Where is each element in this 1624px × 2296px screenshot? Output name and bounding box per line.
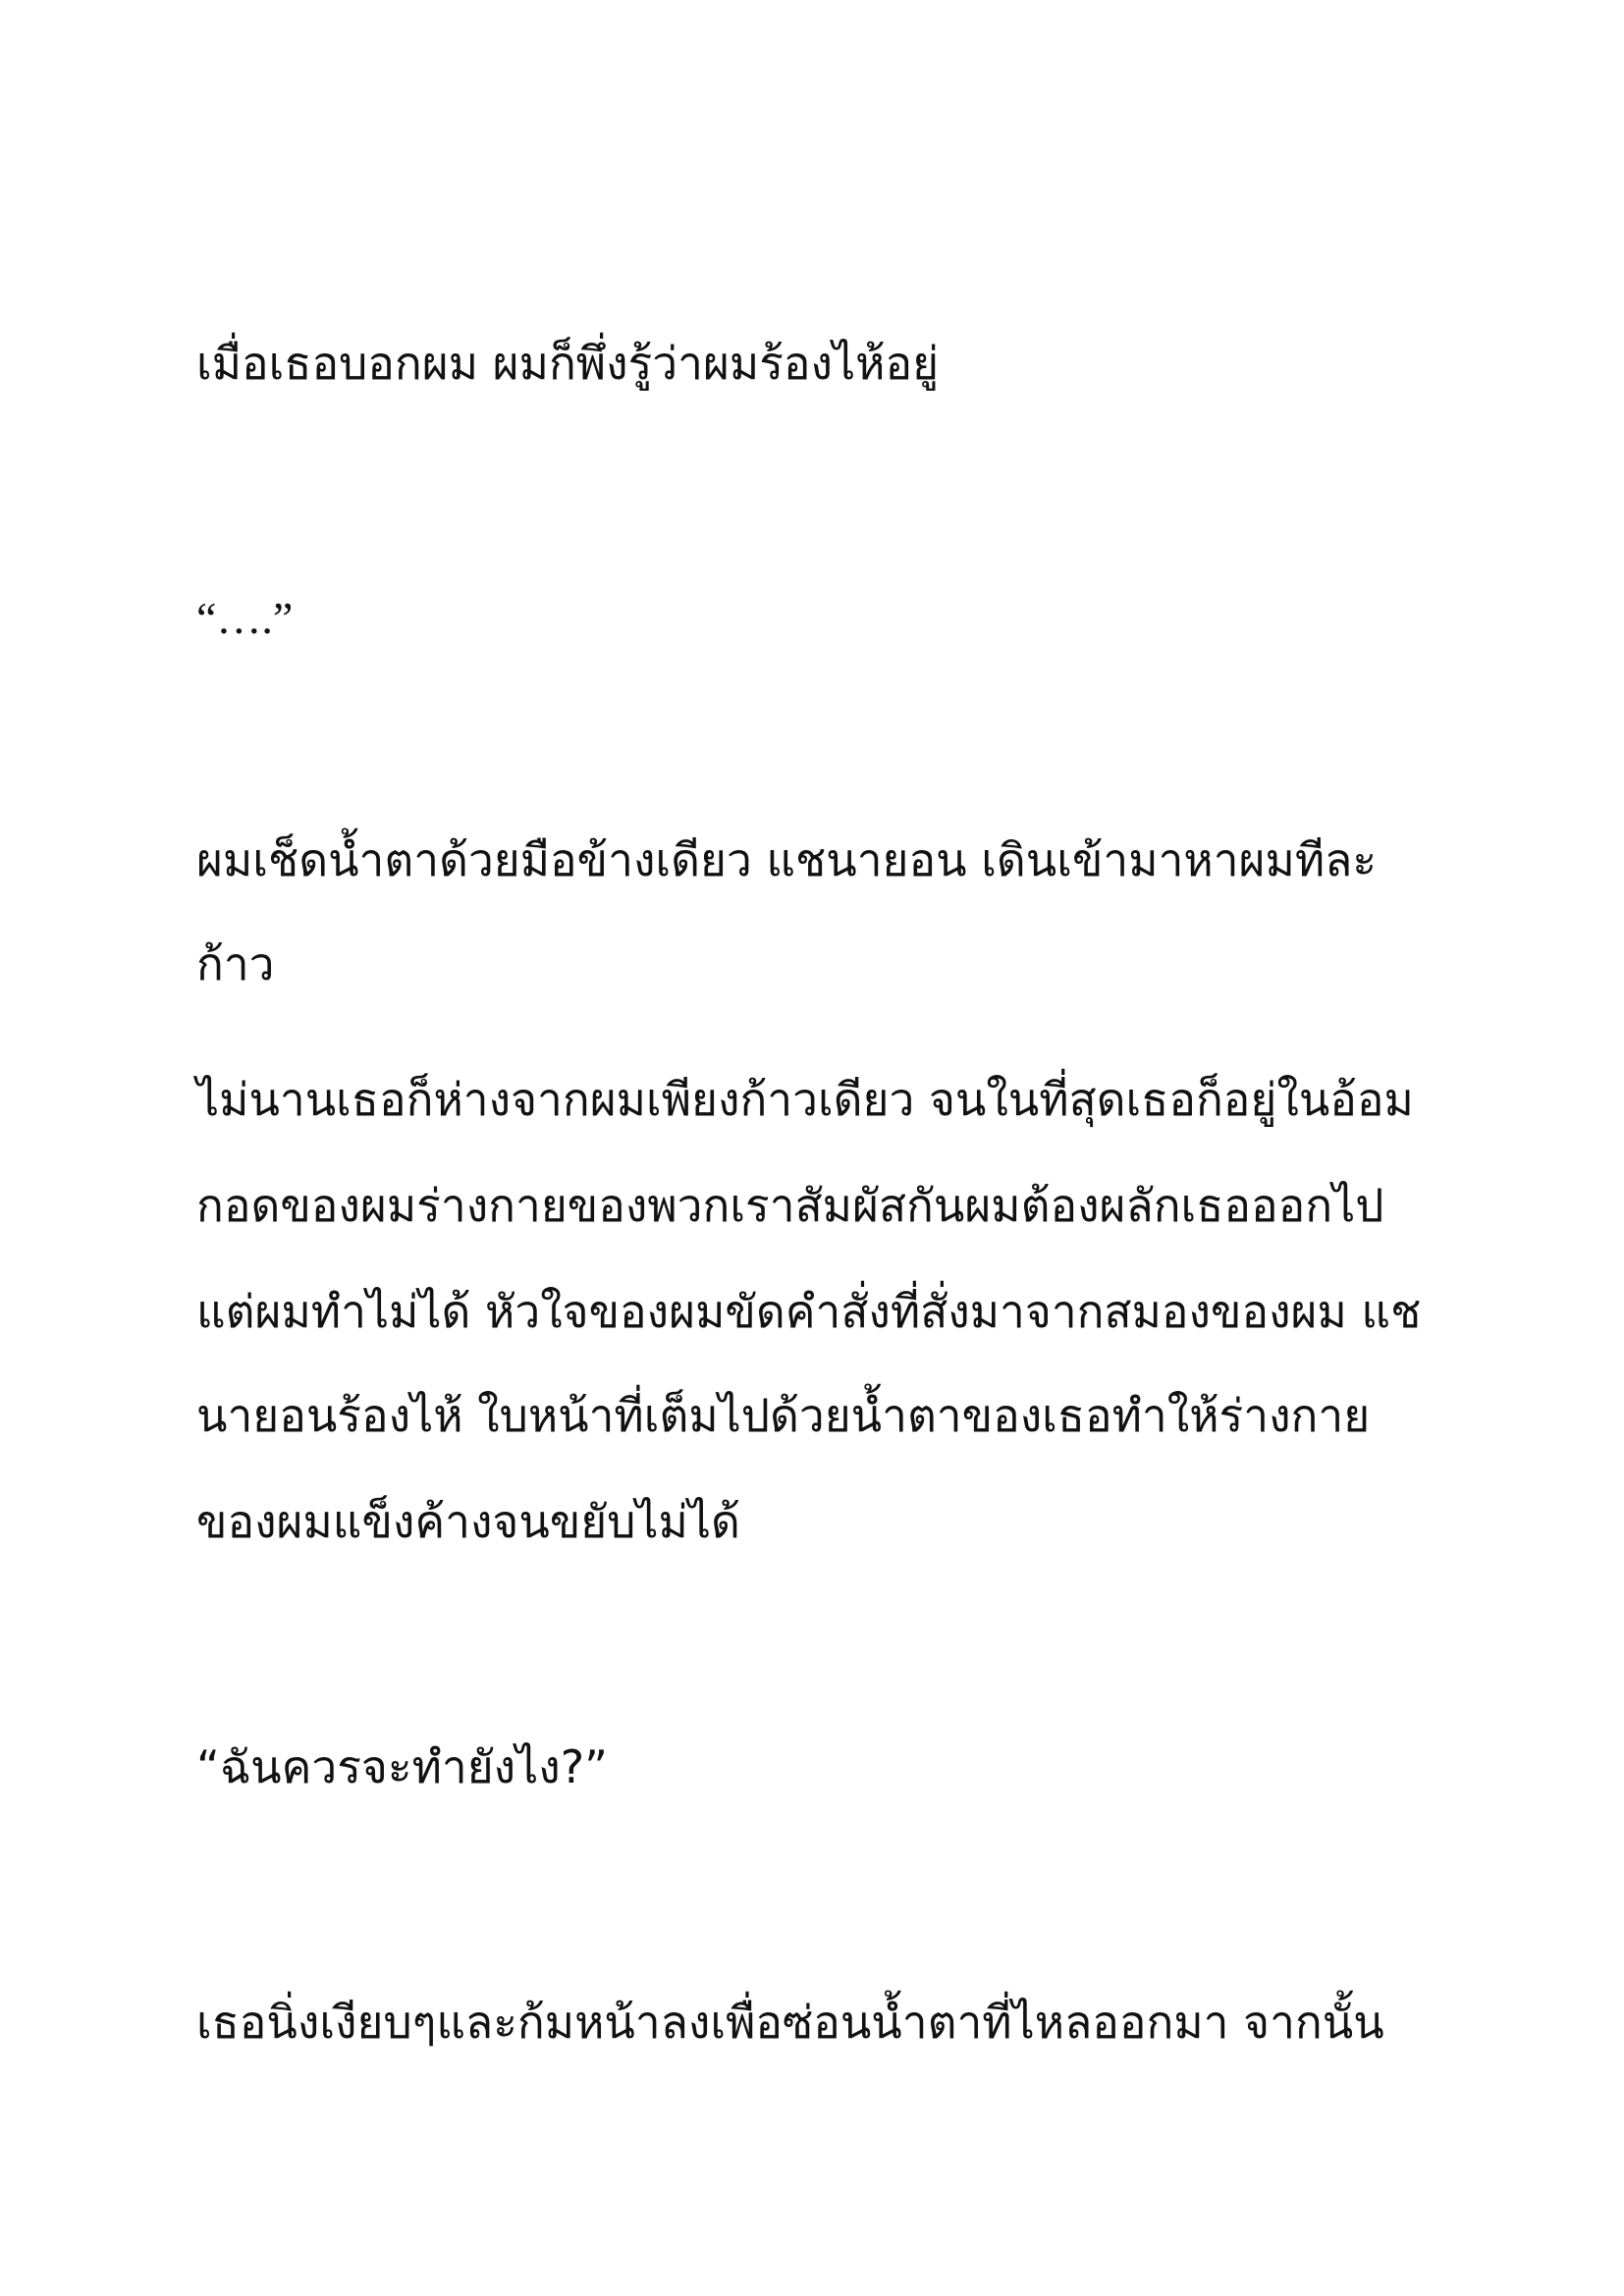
dialogue-question-line: “ฉันควรจะทำยังไง?” xyxy=(196,1740,608,1793)
paragraph-line-6: กอดของผมร่างกายของพวกเราสัมผัสกันผมต้องผลักเธอออกไป xyxy=(196,1179,1384,1232)
paragraph-line-1: เมื่อเธอบอกผม ผมก็พึ่งรู้ว่าผมร้องไห้อยู่ xyxy=(196,337,940,390)
paragraph-line-11: เธอนิ่งเงียบๆและก้มหน้าลงเพื่อซ่อนน้ำตาที่ไหลออกมา จากนั้น xyxy=(196,1996,1384,2049)
ellipsis-quote-line: “….” xyxy=(196,593,294,643)
paragraph-line-8: นายอนร้องไห้ ใบหน้าที่เต็มไปด้วยน้ำตาของเธอทำให้ร่างกาย xyxy=(196,1389,1371,1442)
paragraph-line-9: ของผมแข็งค้างจนขยับไม่ได้ xyxy=(196,1495,740,1548)
paragraph-line-4: ก้าว xyxy=(196,937,275,990)
paragraph-line-3: ผมเช็ดน้ำตาด้วยมือข้างเดียว แชนายอน เดินเข้ามาหาผมทีละ xyxy=(196,833,1378,886)
paragraph-line-5: ไม่นานเธอก็ห่างจากผมเพียงก้าวเดียว จนในที่สุดเธอก็อยู่ในอ้อม xyxy=(196,1073,1414,1126)
paragraph-line-7: แต่ผมทำไม่ได้ หัวใจของผมขัดคำสั่งที่สั่งมาจากสมองของผม แช xyxy=(196,1285,1422,1338)
